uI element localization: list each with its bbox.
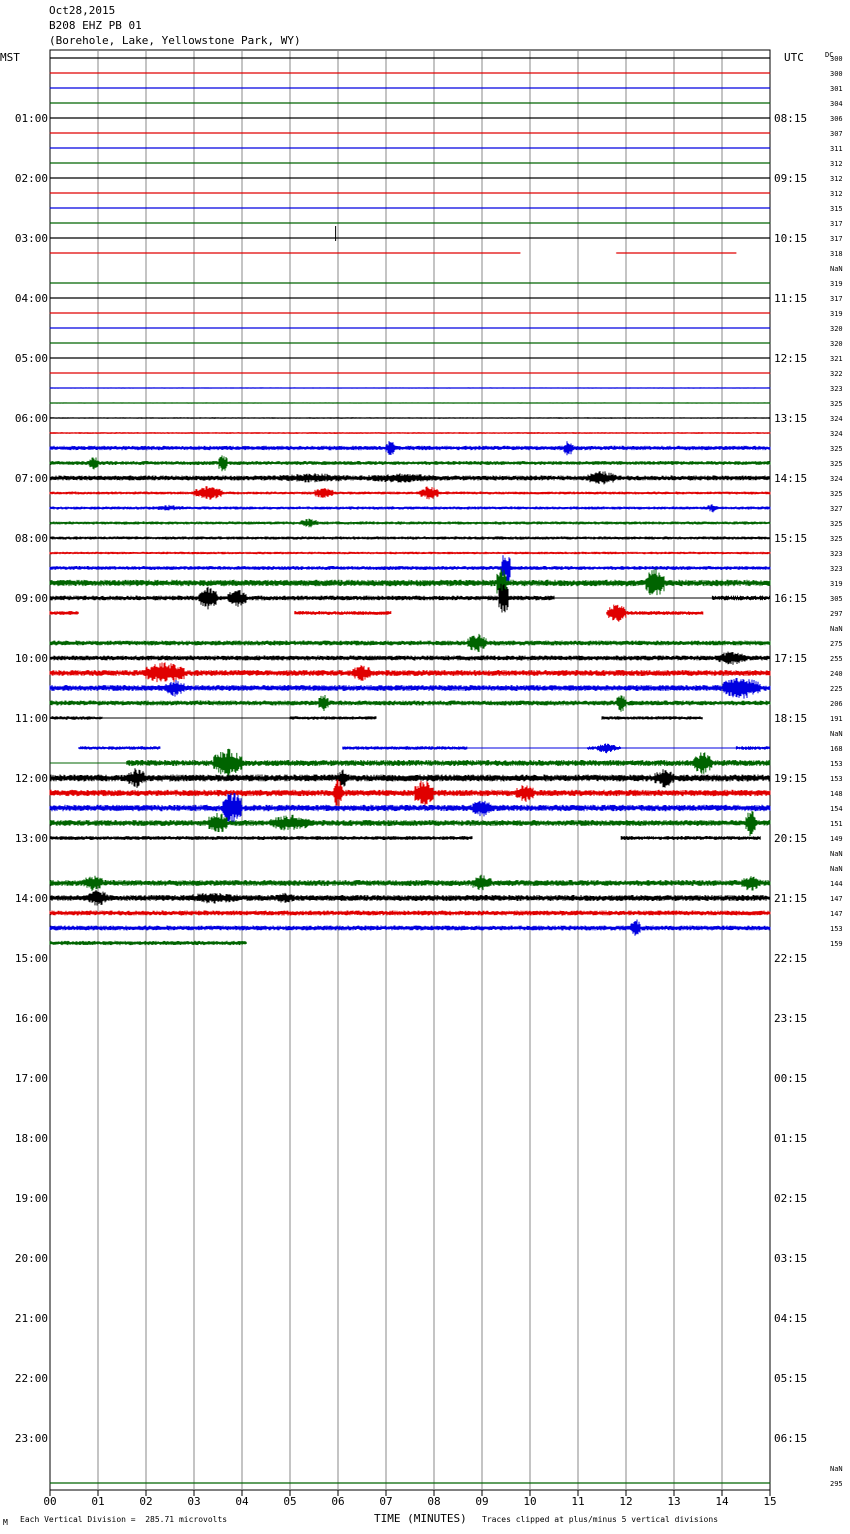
- dc-offset-label: 295: [830, 1480, 843, 1488]
- hour-label-mst: 21:00: [14, 1312, 48, 1325]
- dc-offset-label: 311: [830, 145, 843, 153]
- x-tick-label: 09: [475, 1495, 489, 1508]
- hour-label-mst: 08:00: [14, 532, 48, 545]
- chart-location: (Borehole, Lake, Yellowstone Park, WY): [49, 34, 301, 47]
- corner-mark: M: [3, 1518, 8, 1527]
- hour-label-mst: 03:00: [14, 232, 48, 245]
- dc-offset-label: NaN: [830, 850, 843, 858]
- hour-label-utc: 16:15: [774, 592, 808, 605]
- dc-offset-label: 153: [830, 775, 843, 783]
- hour-label-mst: 18:00: [14, 1132, 48, 1145]
- hour-label-mst: 17:00: [14, 1072, 48, 1085]
- hour-label-utc: 00:15: [774, 1072, 808, 1085]
- dc-offset-label: 148: [830, 790, 843, 798]
- dc-offset-label: 312: [830, 190, 843, 198]
- hour-label-mst: 05:00: [14, 352, 48, 365]
- hour-label-mst: 23:00: [14, 1432, 48, 1445]
- dc-offset-label: 300: [830, 70, 843, 78]
- dc-offset-label: 307: [830, 130, 843, 138]
- utc-label: UTC: [784, 51, 804, 64]
- x-tick-label: 04: [235, 1495, 249, 1508]
- dc-offset-label: 317: [830, 220, 843, 228]
- x-tick-label: 15: [763, 1495, 777, 1508]
- dc-offset-label: 319: [830, 280, 843, 288]
- chart-station: B208 EHZ PB 01: [49, 19, 142, 32]
- dc-offset-label: 312: [830, 160, 843, 168]
- trace-segment: [50, 568, 770, 596]
- hour-label-mst: 14:00: [14, 892, 48, 905]
- hour-label-utc: 21:15: [774, 892, 808, 905]
- hour-label-mst: 16:00: [14, 1012, 48, 1025]
- dc-offset-label: 317: [830, 295, 843, 303]
- hour-label-utc: 03:15: [774, 1252, 808, 1265]
- dc-offset-label: NaN: [830, 730, 843, 738]
- chart-date: Oct28,2015: [49, 4, 116, 17]
- hour-label-utc: 04:15: [774, 1312, 808, 1325]
- dc-offset-label: 301: [830, 85, 843, 93]
- dc-offset-label: 312: [830, 175, 843, 183]
- hour-label-utc: 17:15: [774, 652, 808, 665]
- dc-offset-label: 153: [830, 760, 843, 768]
- hour-label-utc: 14:15: [774, 472, 808, 485]
- scale-note: Each Vertical Division = 285.71 microvolts: [20, 1515, 228, 1524]
- dc-offset-label: 323: [830, 565, 843, 573]
- hour-label-mst: 20:00: [14, 1252, 48, 1265]
- dc-offset-label: 325: [830, 445, 843, 453]
- dc-offset-label: 325: [830, 535, 843, 543]
- hour-label-mst: 09:00: [14, 592, 48, 605]
- dc-offset-label: 151: [830, 820, 843, 828]
- x-tick-label: 13: [667, 1495, 681, 1508]
- dc-offset-label: 168: [830, 745, 843, 753]
- dc-offset-label: 315: [830, 205, 843, 213]
- dc-offset-label: 324: [830, 415, 843, 423]
- dc-offset-label: 206: [830, 700, 843, 708]
- dc-offset-label: 275: [830, 640, 843, 648]
- hour-label-utc: 13:15: [774, 412, 808, 425]
- hour-label-utc: 12:15: [774, 352, 808, 365]
- dc-offset-label: NaN: [830, 865, 843, 873]
- hour-label-utc: 15:15: [774, 532, 808, 545]
- hour-label-utc: 19:15: [774, 772, 808, 785]
- dc-offset-label: 319: [830, 580, 843, 588]
- dc-offset-label: NaN: [830, 265, 843, 273]
- trace-segment: [50, 662, 770, 682]
- hour-label-mst: 22:00: [14, 1372, 48, 1385]
- hour-label-mst: 02:00: [14, 172, 48, 185]
- dc-offset-label: 322: [830, 370, 843, 378]
- hour-label-mst: 11:00: [14, 712, 48, 725]
- hour-label-utc: 05:15: [774, 1372, 808, 1385]
- dc-offset-label: 144: [830, 880, 843, 888]
- dc-offset-label: 147: [830, 895, 843, 903]
- trace-segment: [50, 811, 770, 836]
- dc-offset-label: 319: [830, 310, 843, 318]
- dc-header: DC: [825, 51, 834, 59]
- hour-label-mst: 04:00: [14, 292, 48, 305]
- x-axis-title: TIME (MINUTES): [374, 1512, 467, 1525]
- hour-label-utc: 18:15: [774, 712, 808, 725]
- hour-label-mst: 01:00: [14, 112, 48, 125]
- x-tick-label: 00: [43, 1495, 57, 1508]
- dc-offset-label: 317: [830, 235, 843, 243]
- dc-offset-label: 321: [830, 355, 843, 363]
- dc-offset-label: 323: [830, 550, 843, 558]
- hour-label-utc: 06:15: [774, 1432, 808, 1445]
- dc-offset-label: 191: [830, 715, 843, 723]
- x-tick-label: 03: [187, 1495, 201, 1508]
- hour-label-utc: 09:15: [774, 172, 808, 185]
- x-tick-label: 10: [523, 1495, 537, 1508]
- dc-offset-label: 320: [830, 325, 843, 333]
- dc-offset-label: 255: [830, 655, 843, 663]
- x-tick-label: 07: [379, 1495, 393, 1508]
- hour-label-utc: 20:15: [774, 832, 808, 845]
- hour-label-mst: 07:00: [14, 472, 48, 485]
- dc-offset-label: 306: [830, 115, 843, 123]
- dc-offset-label: 305: [830, 595, 843, 603]
- hour-label-utc: 23:15: [774, 1012, 808, 1025]
- hour-label-utc: 02:15: [774, 1192, 808, 1205]
- dc-offset-label: 324: [830, 475, 843, 483]
- x-tick-label: 02: [139, 1495, 153, 1508]
- dc-offset-label: 320: [830, 340, 843, 348]
- dc-offset-label: 240: [830, 670, 843, 678]
- dc-offset-label: 149: [830, 835, 843, 843]
- dc-offset-label: 304: [830, 100, 843, 108]
- hour-label-mst: 19:00: [14, 1192, 48, 1205]
- hour-label-mst: 12:00: [14, 772, 48, 785]
- dc-offset-label: 325: [830, 490, 843, 498]
- mst-label: MST: [0, 51, 20, 64]
- dc-offset-label: 325: [830, 400, 843, 408]
- hour-label-utc: 11:15: [774, 292, 808, 305]
- hour-label-utc: 01:15: [774, 1132, 808, 1145]
- dc-offset-label: NaN: [830, 1465, 843, 1473]
- plot-frame: [50, 50, 770, 1490]
- dc-offset-label: 327: [830, 505, 843, 513]
- x-tick-label: 01: [91, 1495, 105, 1508]
- x-tick-label: 08: [427, 1495, 441, 1508]
- dc-offset-label: 318: [830, 250, 843, 258]
- dc-offset-label: 225: [830, 685, 843, 693]
- dc-offset-label: 159: [830, 940, 843, 948]
- hour-label-mst: 06:00: [14, 412, 48, 425]
- clip-note: Traces clipped at plus/minus 5 vertical divisions: [482, 1515, 719, 1524]
- dc-offset-label: 297: [830, 610, 843, 618]
- dc-offset-label: 154: [830, 805, 843, 813]
- dc-offset-label: 300: [830, 55, 843, 63]
- dc-offset-label: 325: [830, 520, 843, 528]
- hour-label-utc: 08:15: [774, 112, 808, 125]
- x-tick-label: 14: [715, 1495, 729, 1508]
- hour-label-utc: 22:15: [774, 952, 808, 965]
- dc-offset-label: 325: [830, 460, 843, 468]
- hour-label-utc: 10:15: [774, 232, 808, 245]
- x-tick-label: 12: [619, 1495, 633, 1508]
- dc-offset-label: 147: [830, 910, 843, 918]
- dc-offset-label: 153: [830, 925, 843, 933]
- hour-label-mst: 13:00: [14, 832, 48, 845]
- dc-offset-label: 324: [830, 430, 843, 438]
- hour-label-mst: 15:00: [14, 952, 48, 965]
- x-tick-label: 05: [283, 1495, 297, 1508]
- dc-offset-label: NaN: [830, 625, 843, 633]
- hour-label-mst: 10:00: [14, 652, 48, 665]
- x-tick-label: 06: [331, 1495, 345, 1508]
- x-tick-label: 11: [571, 1495, 585, 1508]
- dc-offset-label: 323: [830, 385, 843, 393]
